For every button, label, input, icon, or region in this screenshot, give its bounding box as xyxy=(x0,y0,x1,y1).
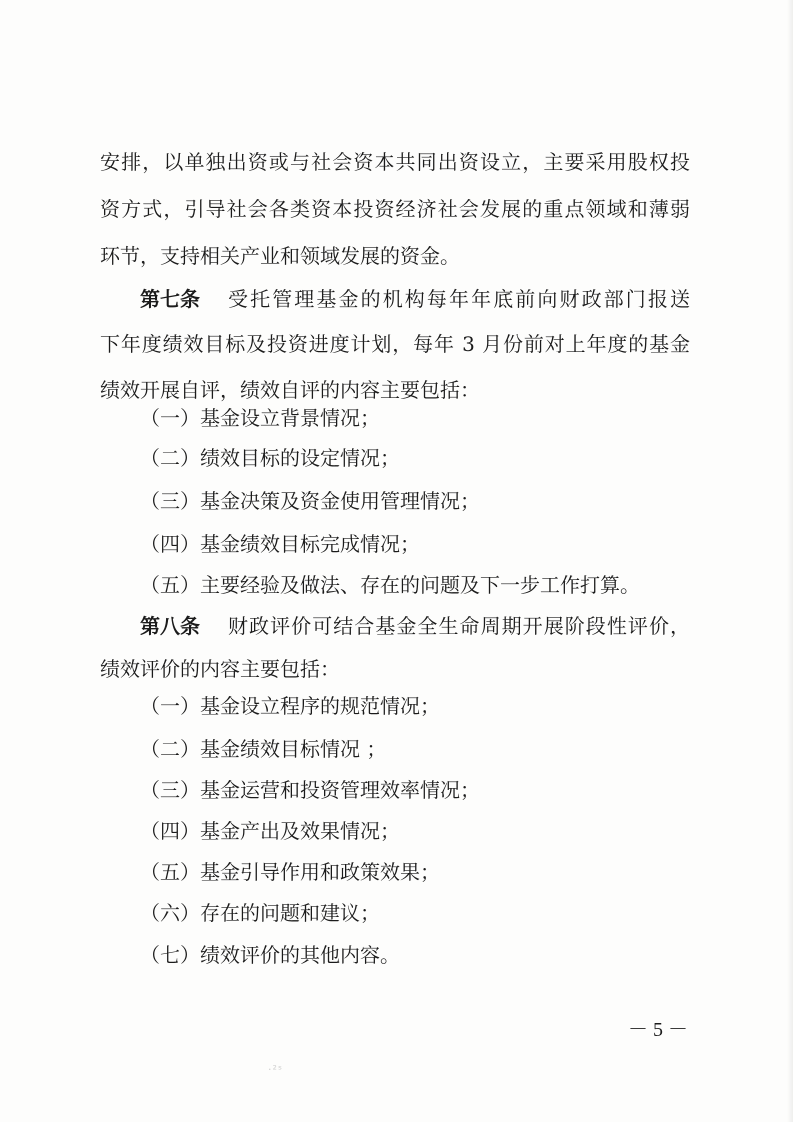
list-item: （四）基金绩效目标完成情况； xyxy=(140,532,420,556)
article-7-line: 绩效开展自评，绩效自评的内容主要包括： xyxy=(100,378,480,402)
paragraph-line: 资方式，引导社会各类资本投资经济社会发展的重点领域和薄弱 xyxy=(100,197,690,221)
article-7-heading: 第七条 xyxy=(140,287,200,311)
page-edge-shadow xyxy=(787,0,793,1122)
paragraph-line: 环节，支持相关产业和领域发展的资金。 xyxy=(100,244,460,268)
list-item: （三）基金运营和投资管理效率情况； xyxy=(140,778,480,802)
paragraph-line: 安排，以单独出资或与社会资本共同出资设立，主要采用股权投 xyxy=(100,150,690,174)
list-item: （一）基金设立程序的规范情况； xyxy=(140,694,440,718)
article-8-line: 财政评价可结合基金全生命周期开展阶段性评价， xyxy=(228,614,690,638)
article-8-heading: 第八条 xyxy=(140,614,200,638)
list-item: （六）存在的问题和建议； xyxy=(140,901,380,925)
list-item: （七）绩效评价的其他内容。 xyxy=(140,943,400,967)
list-item: （二）绩效目标的设定情况； xyxy=(140,446,400,470)
list-item: （二）基金绩效目标情况 ； xyxy=(140,737,387,761)
list-item: （四）基金产出及效果情况； xyxy=(140,819,400,843)
list-item: （五）主要经验及做法、存在的问题及下一步工作打算。 xyxy=(140,573,640,597)
article-7-line: 下年度绩效目标及投资进度计划，每年 3 月份前对上年度的基金 xyxy=(100,332,690,356)
list-item: （三）基金决策及资金使用管理情况； xyxy=(140,489,480,513)
scan-smudge: ·²ˢ xyxy=(268,1063,284,1076)
article-8-line: 绩效评价的内容主要包括： xyxy=(100,657,340,681)
page-number: － 5 － xyxy=(628,1019,688,1041)
list-item: （一）基金设立背景情况； xyxy=(140,406,380,430)
article-7-line: 受托管理基金的机构每年年底前向财政部门报送 xyxy=(228,287,690,311)
list-item: （五）基金引导作用和政策效果； xyxy=(140,860,440,884)
